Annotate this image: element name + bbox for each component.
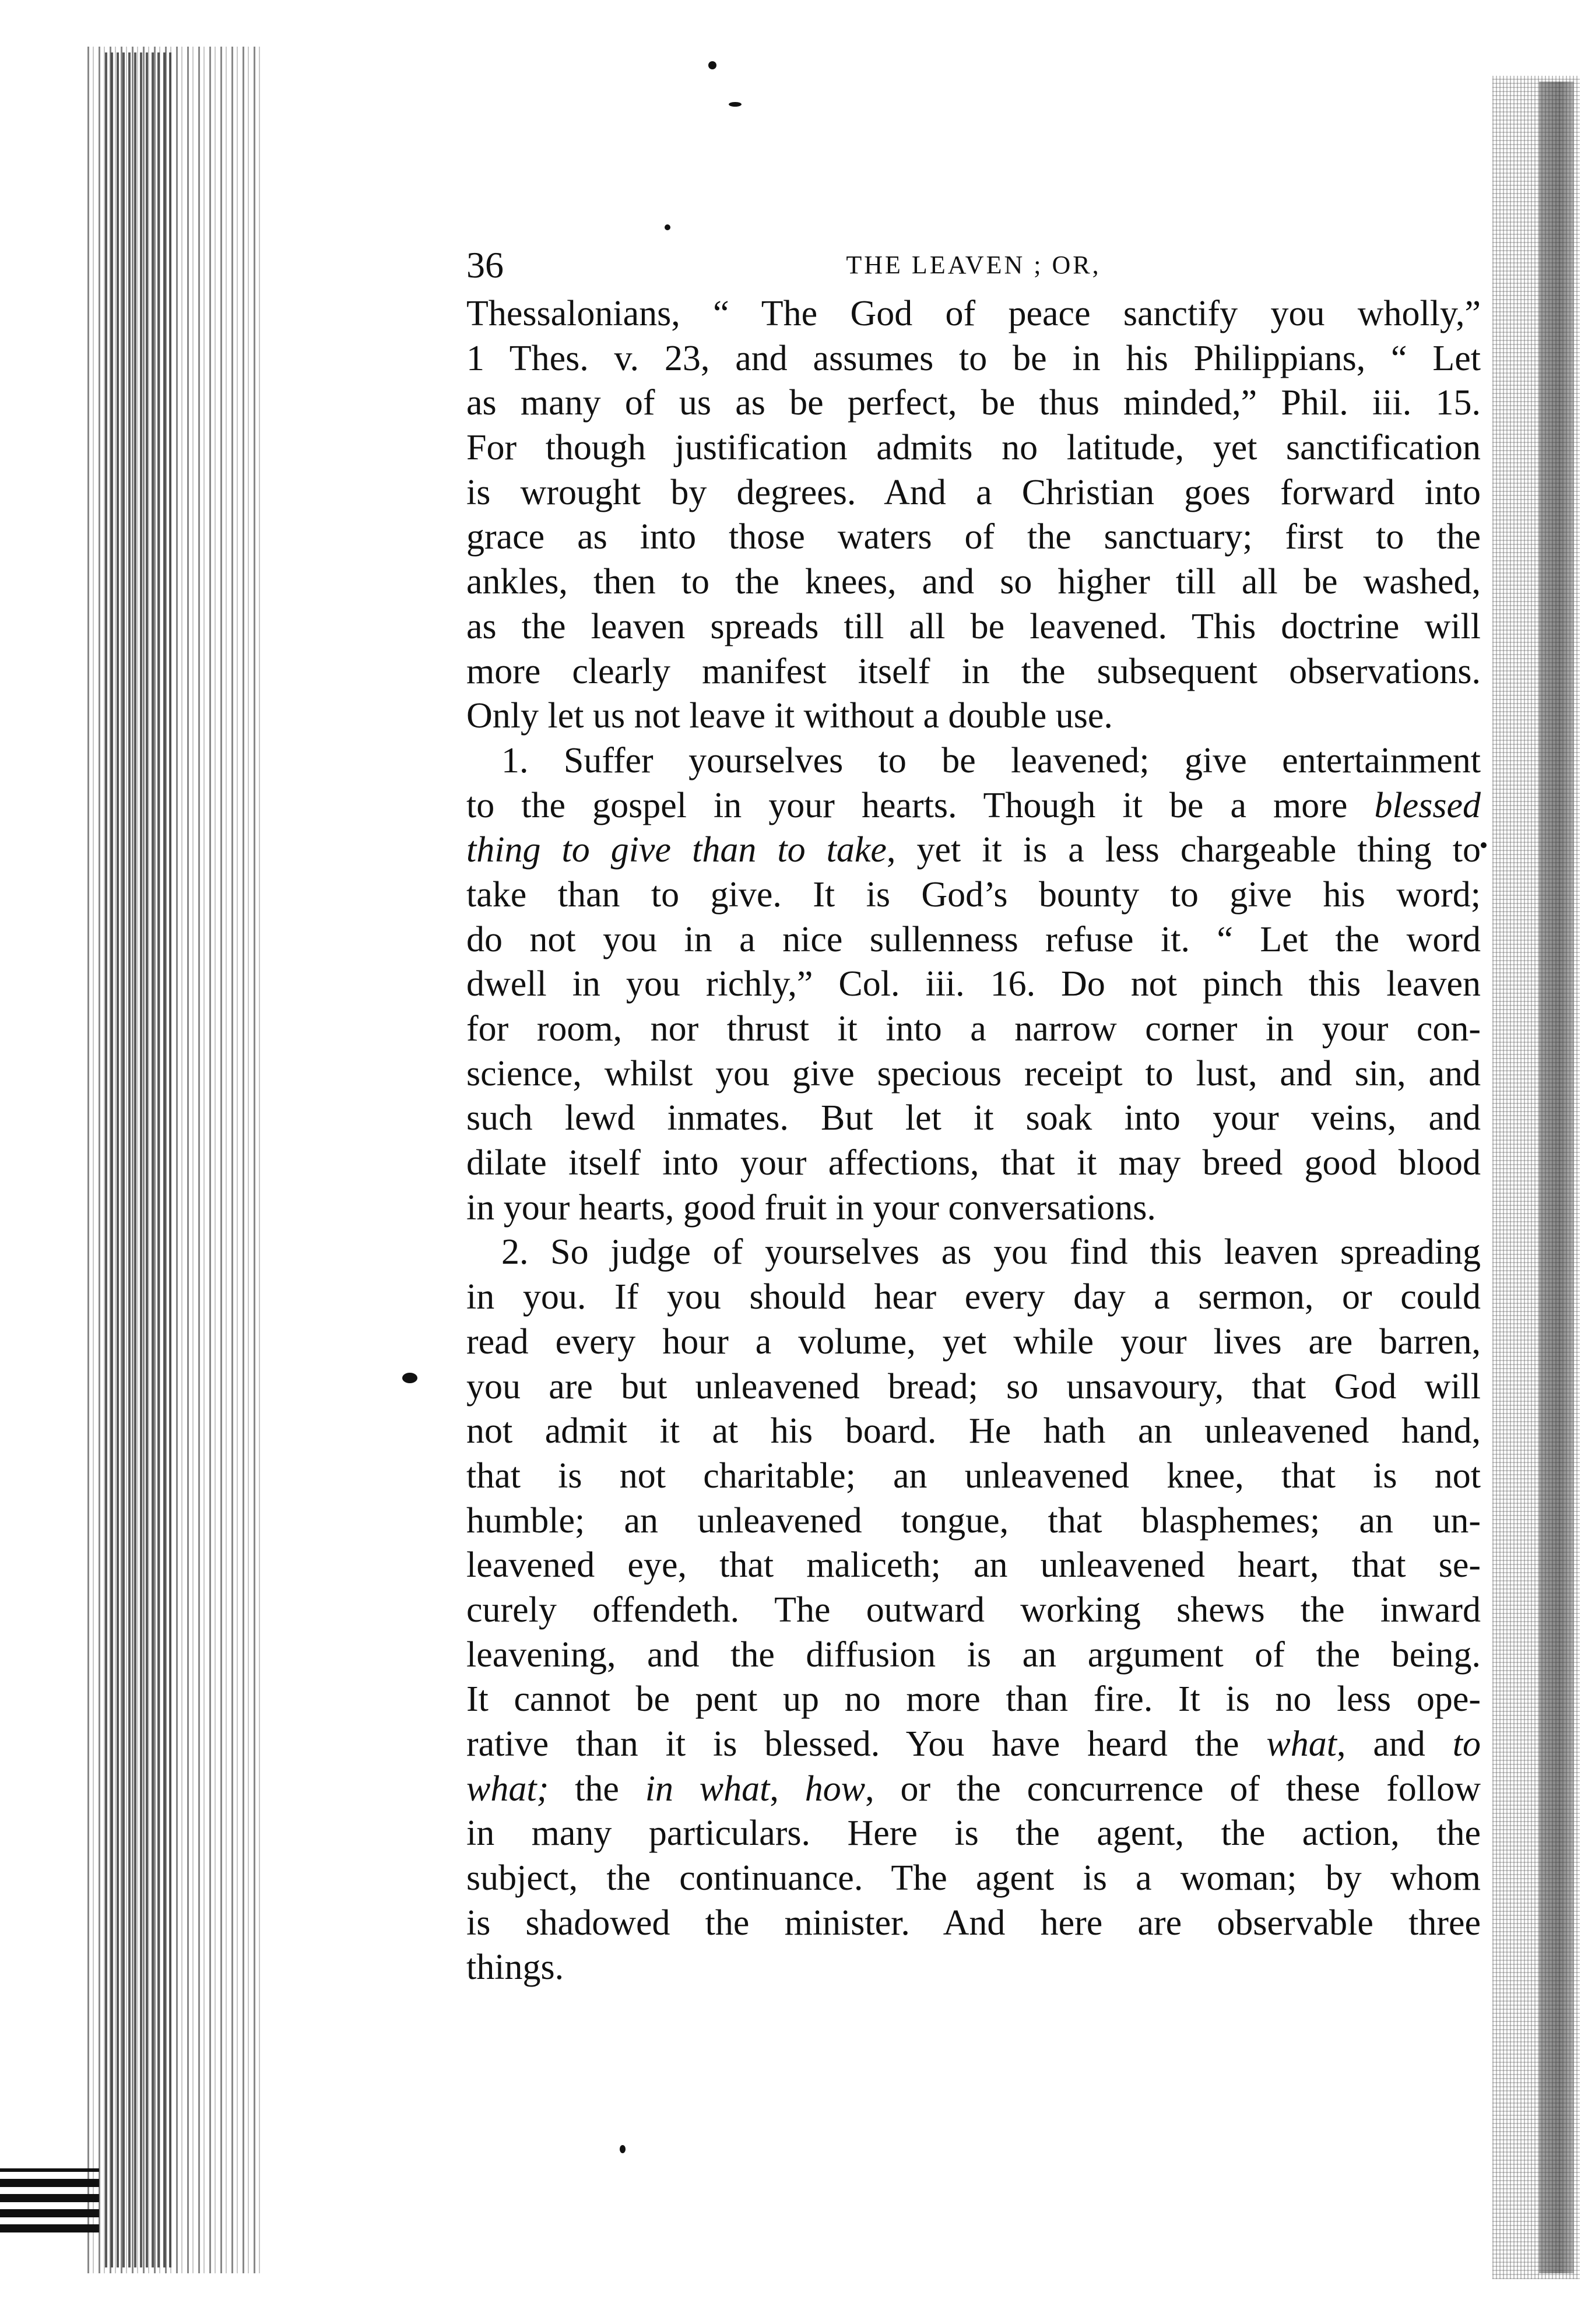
text-line — [466, 560, 1481, 604]
text-line — [466, 1096, 1481, 1141]
text-segment: subject, the continuance. The agent is a woman; by whom — [466, 1858, 1481, 1898]
text-line — [466, 1141, 1481, 1186]
text-segment: is wrought by degrees. And a Christian goes forward into — [466, 472, 1481, 512]
text-segment: science, whilst you give specious receipt to lust, and sin, and — [466, 1053, 1481, 1094]
text-segment: 1. Suffer yourselves to be leavened; give entertainment — [501, 740, 1481, 780]
text-segment: you are but unleavened bread; so unsavoury, that God will — [466, 1366, 1481, 1407]
text-segment: things. — [466, 1947, 564, 1988]
text-segment: dilate itself into your affections, that it may breed good blood — [466, 1143, 1481, 1183]
text-segment: take than to give. It is God’s bounty to give his word; — [466, 874, 1481, 915]
text-line — [466, 783, 1481, 828]
text-segment: It cannot be pent up no more than fire. It is no less ope- — [466, 1679, 1481, 1720]
text-segment: leavened eye, that maliceth; an unleavened heart, that se- — [466, 1545, 1481, 1585]
text-line — [466, 828, 1481, 873]
text-line — [466, 873, 1481, 917]
italic-text: how — [804, 1769, 866, 1809]
text-line — [466, 336, 1481, 381]
text-segment: curely offendeth. The outward working shews the inward — [466, 1590, 1481, 1630]
text-line — [466, 1588, 1481, 1633]
text-segment: 2. So judge of yourselves as you find this leaven spreading — [501, 1232, 1481, 1272]
scan-speck — [620, 2145, 626, 2153]
text-segment: , or the concurrence of these follow — [865, 1769, 1481, 1809]
text-segment: humble; an unleavened tongue, that blasphemes; an un- — [466, 1500, 1481, 1541]
scan-speck — [708, 61, 716, 69]
text-segment: more clearly manifest itself in the subsequent observations. — [466, 651, 1481, 691]
italic-text: blessed — [1374, 785, 1481, 825]
text-segment: ankles, then to the knees, and so higher till all be washed, — [466, 562, 1481, 602]
text-segment: for room, nor thrust it into a narrow corner in your con- — [466, 1009, 1481, 1049]
text-line — [466, 1052, 1481, 1096]
text-line — [466, 1409, 1481, 1454]
text-segment: rative than it is blessed. You have heard the — [466, 1724, 1239, 1764]
text-line — [466, 1945, 1481, 1990]
scan-speck — [729, 102, 742, 107]
page-number: 36 — [466, 244, 504, 286]
italic-text: what — [1266, 1724, 1337, 1764]
text-line — [466, 962, 1481, 1007]
text-segment: , and — [1336, 1724, 1425, 1764]
text-line — [466, 917, 1481, 962]
italic-text: in what — [645, 1769, 770, 1809]
text-line — [466, 1320, 1481, 1365]
text-line — [466, 1901, 1481, 1946]
text-segment: grace as into those waters of the sanctuary; first to the — [466, 517, 1481, 557]
running-head: THE LEAVEN ; OR, — [846, 251, 1101, 279]
scan-speck — [402, 1373, 417, 1383]
text-segment: Only let us not leave it without a double use. — [466, 696, 1113, 736]
text-line — [466, 1722, 1481, 1767]
text-line — [466, 1499, 1481, 1544]
text-line — [466, 649, 1481, 694]
text-line — [466, 1230, 1481, 1275]
text-line — [466, 1811, 1481, 1856]
scanned-page-edge-foot — [0, 2168, 99, 2232]
text-line — [466, 515, 1481, 560]
text-segment: in your hearts, good fruit in your conversations. — [466, 1187, 1156, 1228]
body-text — [466, 291, 1481, 1990]
text-segment: as the leaven spreads till all be leavened. This doctrine will — [466, 606, 1481, 646]
text-line — [466, 1365, 1481, 1409]
text-line — [466, 1454, 1481, 1499]
text-segment: to the gospel in your hearts. Though it be a more — [466, 785, 1348, 825]
text-segment: , yet it is a less chargeable thing to — [886, 830, 1481, 870]
text-line — [466, 604, 1481, 649]
text-segment: leavening, and the diffusion is an argument of the being. — [466, 1634, 1481, 1675]
text-segment: read every hour a volume, yet while your lives are barren, — [466, 1321, 1481, 1362]
page-header — [466, 233, 1481, 297]
text-segment: that is not charitable; an unleavened knee, that is not — [466, 1455, 1481, 1496]
italic-text: what; — [466, 1769, 549, 1809]
text-segment: as many of us as be perfect, be thus minded,” Phil. iii. 15. — [466, 383, 1481, 423]
text-line — [466, 1767, 1481, 1812]
text-line — [466, 1677, 1481, 1722]
text-line — [466, 1007, 1481, 1052]
text-line — [466, 1633, 1481, 1678]
text-segment: dwell in you richly,” Col. iii. 16. Do not pinch this leaven — [466, 964, 1481, 1004]
text-line — [466, 426, 1481, 470]
text-segment: 1 Thes. v. 23, and assumes to be in his Philippians, “ Let — [466, 338, 1481, 378]
text-line — [466, 1275, 1481, 1320]
text-segment: Thessalonians, “ The God of peace sanctify you wholly,” — [466, 294, 1481, 333]
text-segment: in many particulars. Here is the agent, the action, the — [466, 1813, 1481, 1854]
text-segment: , — [770, 1769, 805, 1809]
text-segment: not admit it at his board. He hath an unleavened hand, — [466, 1411, 1481, 1451]
text-line — [466, 1856, 1481, 1901]
scan-speck — [665, 224, 670, 230]
text-segment: For though justification admits no latitude, yet sanctification — [466, 428, 1481, 468]
text-line — [466, 381, 1481, 426]
text-segment: is shadowed the minister. And here are observable three — [466, 1903, 1481, 1943]
text-line — [466, 291, 1481, 336]
text-segment: do not you in a nice sullenness refuse it. “ Let the word — [466, 919, 1481, 959]
italic-text: thing to give than to take — [466, 830, 887, 870]
text-line — [466, 1543, 1481, 1588]
italic-text: to — [1452, 1724, 1481, 1764]
text-line — [466, 470, 1481, 515]
scan-speck — [1481, 842, 1487, 848]
text-segment: in you. If you should hear every day a sermon, or could — [466, 1277, 1481, 1317]
text-line — [466, 694, 1481, 739]
scanned-page-edge-left-shadow — [105, 52, 175, 2267]
text-segment: such lewd inmates. But let it soak into your veins, and — [466, 1098, 1481, 1138]
text-line — [466, 739, 1481, 783]
scanned-page-edge-right-shadow — [1539, 82, 1574, 2273]
text-segment: the — [549, 1769, 645, 1809]
text-line — [466, 1186, 1481, 1230]
